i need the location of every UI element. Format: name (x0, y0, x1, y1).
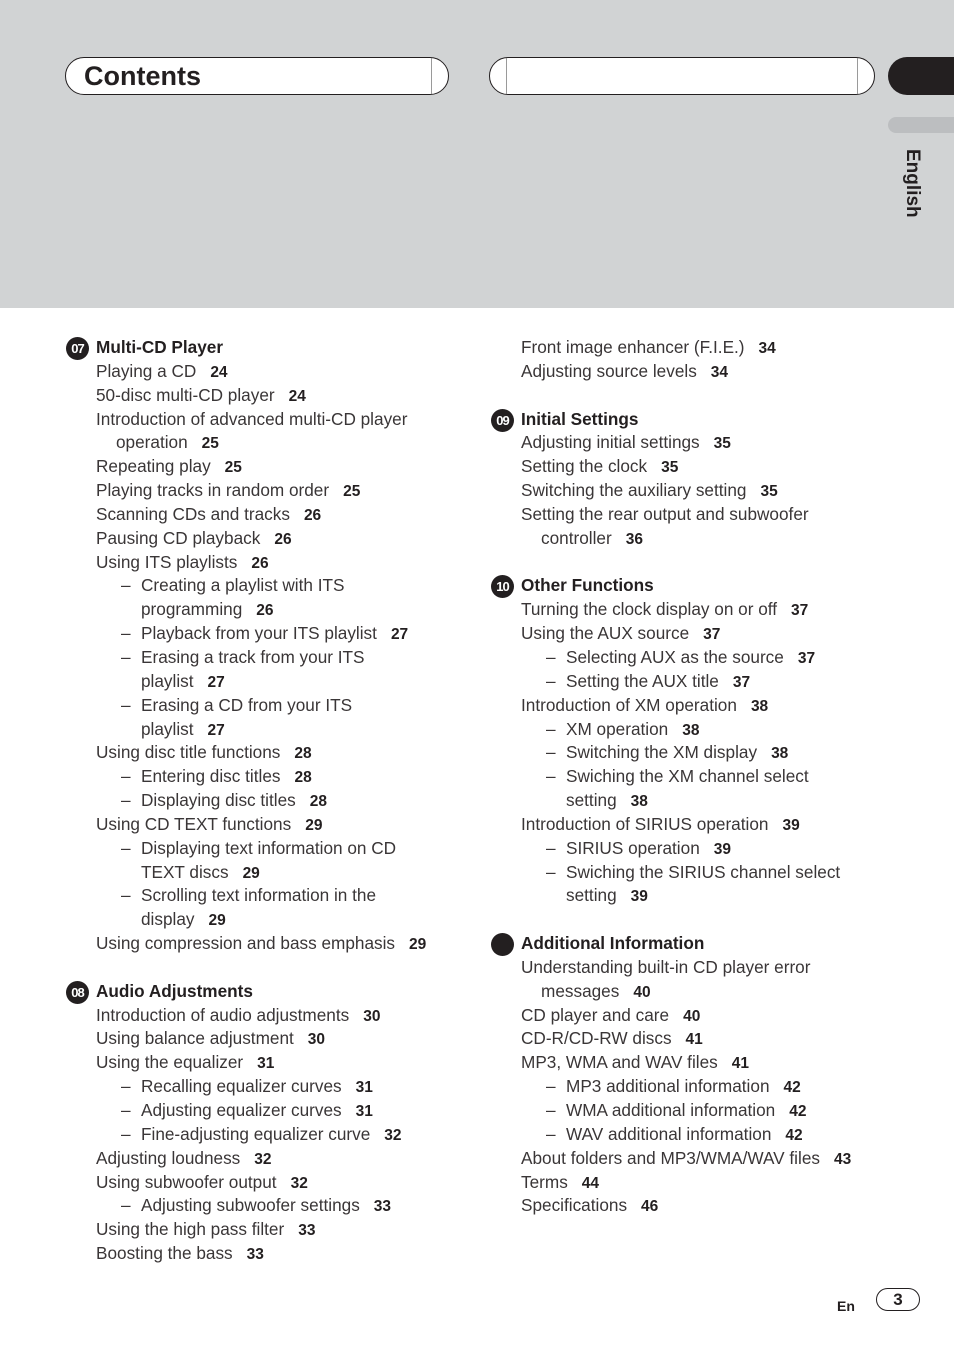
toc-entry[interactable] (491, 670, 891, 694)
page-ref: 29 (409, 936, 427, 954)
toc-column-left (66, 336, 466, 1266)
page-ref: 27 (207, 721, 225, 739)
page-ref: 39 (782, 816, 800, 834)
toc-entry[interactable] (66, 622, 466, 646)
toc-entry[interactable] (491, 956, 891, 980)
entry-title: Setting the AUX title (566, 670, 719, 691)
entry-title: Erasing a track from your ITS (141, 646, 365, 667)
entry-title: Playing a CD (96, 360, 197, 381)
toc-entry[interactable] (66, 598, 466, 622)
entry-title: Scanning CDs and tracks (96, 503, 290, 524)
section-title: Audio Adjustments (96, 980, 253, 1001)
toc-entry[interactable] (491, 622, 891, 646)
section-number-badge (491, 933, 514, 956)
page-ref: 34 (710, 363, 729, 381)
entry-title: Introduction of audio adjustments (96, 1004, 350, 1025)
entry-title: Fine-adjusting equalizer curve (141, 1123, 371, 1144)
toc-entry[interactable] (66, 1194, 466, 1218)
toc-entry[interactable] (66, 527, 466, 551)
page-ref: 29 (305, 816, 323, 834)
page-ref: 33 (246, 1246, 264, 1264)
toc-entry[interactable] (491, 694, 891, 718)
dash-icon: – (546, 837, 556, 858)
section-heading[interactable] (66, 980, 466, 1004)
section-heading[interactable] (491, 408, 891, 432)
toc-entry[interactable] (66, 574, 466, 598)
page-ref: 40 (683, 1007, 701, 1025)
entry-title: Adjusting loudness (96, 1147, 241, 1168)
entry-title: Erasing a CD from your ITS (141, 694, 353, 715)
section-number-badge: 09 (491, 409, 514, 432)
section-gap (491, 551, 891, 575)
page-ref: 37 (791, 602, 809, 620)
page-ref: 28 (294, 769, 312, 787)
toc-entry[interactable] (491, 1027, 891, 1051)
toc-entry[interactable] (66, 1123, 466, 1147)
page-ref: 46 (641, 1198, 659, 1216)
page-ref: 38 (630, 793, 648, 811)
toc-entry[interactable] (491, 813, 891, 837)
toc-entry[interactable] (66, 646, 466, 670)
toc-entry[interactable] (491, 527, 891, 551)
entry-title: About folders and MP3/WMA/WAV files (521, 1147, 820, 1168)
entry-title: Specifications (521, 1195, 628, 1216)
entry-title: display (141, 909, 195, 930)
page-ref: 38 (682, 721, 700, 739)
entry-title: WMA additional information (566, 1100, 776, 1120)
page-ref: 25 (343, 483, 361, 501)
dash-icon: – (121, 1076, 131, 1097)
entry-title: Terms (521, 1171, 568, 1192)
entry-title: Front image enhancer (F.I.E.) (521, 337, 745, 357)
entry-title: Using the equalizer (96, 1052, 244, 1073)
section-number-badge: 08 (66, 981, 89, 1004)
entry-title: Setting the rear output and subwoofer (521, 503, 809, 524)
dash-icon: – (546, 670, 556, 691)
dash-icon: – (546, 742, 556, 763)
page-ref: 42 (783, 1079, 801, 1097)
page-ref: 37 (797, 649, 816, 667)
dash-icon: – (121, 837, 131, 858)
page-ref: 39 (713, 840, 731, 858)
entry-title: Using balance adjustment (96, 1028, 294, 1049)
toc-entry[interactable] (66, 1099, 466, 1123)
entry-title: Selecting AUX as the source (566, 646, 784, 667)
toc-entry[interactable] (66, 503, 466, 527)
entry-title: Using the AUX source (521, 623, 690, 644)
page-ref: 35 (661, 459, 679, 477)
entry-title: playlist (141, 718, 194, 739)
dash-icon: – (121, 623, 131, 644)
page-ref: 25 (201, 435, 219, 453)
section-heading[interactable] (491, 932, 891, 956)
toc-entry[interactable] (66, 765, 466, 789)
page-ref: 43 (833, 1150, 852, 1168)
entry-title: Understanding built-in CD player error (521, 956, 811, 977)
page-ref: 30 (307, 1031, 326, 1049)
language-tab (888, 117, 954, 133)
page-ref: 26 (274, 530, 292, 548)
page-ref: 35 (713, 435, 731, 453)
entry-title: Using compression and bass emphasis (96, 933, 396, 954)
entry-title: Adjusting subwoofer settings (141, 1195, 360, 1216)
dash-icon: – (121, 646, 131, 667)
section-title: Multi-CD Player (96, 337, 224, 357)
page-ref: 27 (390, 626, 409, 644)
entry-title: Displaying text information on CD (141, 837, 397, 858)
entry-title: Using the high pass filter (96, 1219, 285, 1240)
toc-entry[interactable] (66, 813, 466, 837)
toc-entry[interactable] (66, 551, 466, 575)
header-band (0, 0, 954, 308)
toc-entry[interactable] (66, 1027, 466, 1051)
page-ref: 31 (355, 1079, 373, 1097)
dash-icon: – (546, 1076, 556, 1097)
toc-entry[interactable] (491, 1099, 891, 1123)
toc-entry[interactable] (491, 1051, 891, 1075)
toc-entry[interactable] (66, 908, 466, 932)
toc-entry[interactable] (491, 837, 891, 861)
section-gap (491, 908, 891, 932)
toc-entry[interactable] (491, 336, 891, 360)
entry-title: setting (566, 790, 617, 811)
page-ref: 25 (224, 459, 242, 477)
section-number-badge: 10 (491, 575, 514, 598)
toc-entry[interactable] (66, 1242, 466, 1266)
page-ref: 24 (288, 387, 306, 405)
dash-icon: – (121, 766, 131, 787)
entry-title: messages (541, 980, 620, 1001)
entry-title: Introduction of SIRIUS operation (521, 813, 769, 834)
entry-title: controller (541, 527, 612, 548)
entry-title: Turning the clock display on or off (521, 599, 778, 620)
entry-title: WAV additional information (566, 1123, 772, 1144)
toc-entry[interactable] (66, 789, 466, 813)
page-ref: 40 (633, 983, 651, 1001)
toc-entry[interactable] (491, 503, 891, 527)
toc-entry[interactable] (491, 598, 891, 622)
entry-title: Displaying disc titles (141, 790, 296, 811)
page-ref: 28 (294, 745, 312, 763)
section-title: Other Functions (521, 575, 654, 596)
section-heading[interactable] (491, 574, 891, 598)
toc-entry[interactable] (66, 741, 466, 765)
dash-icon: – (121, 885, 131, 906)
dash-icon: – (546, 861, 556, 882)
toc-entry[interactable] (491, 360, 891, 384)
dash-icon: – (546, 646, 556, 667)
toc-entry[interactable] (491, 884, 891, 908)
page-ref: 29 (208, 912, 226, 930)
section-title: Additional Information (521, 933, 705, 954)
toc-entry[interactable] (491, 861, 891, 885)
entry-title: Switching the auxiliary setting (521, 480, 747, 501)
toc-entry[interactable] (66, 837, 466, 861)
dash-icon: – (121, 694, 131, 715)
entry-title: Using disc title functions (96, 742, 281, 763)
blank-frame (489, 57, 875, 95)
entry-title: Repeating play (96, 456, 211, 477)
page-ref: 29 (242, 864, 260, 882)
page-ref: 26 (303, 506, 322, 524)
page-ref: 35 (760, 483, 778, 501)
dash-icon: – (121, 575, 131, 596)
toc-entry[interactable] (66, 932, 466, 956)
page-ref: 39 (630, 888, 648, 906)
entry-title: Adjusting equalizer curves (141, 1100, 342, 1120)
page-ref: 24 (210, 363, 228, 381)
entry-title: Using CD TEXT functions (96, 813, 292, 834)
section-tab (888, 57, 954, 95)
entry-title: XM operation (566, 718, 669, 739)
entry-title: operation (116, 432, 188, 453)
entry-title: TEXT discs (141, 861, 229, 882)
toc-entry[interactable] (66, 1171, 466, 1195)
page-number: 3 (876, 1288, 920, 1311)
section-number-badge: 07 (66, 337, 89, 360)
page-title: Contents (84, 61, 201, 91)
toc-entry[interactable] (66, 718, 466, 742)
entry-title: Adjusting initial settings (521, 432, 700, 453)
entry-title: 50-disc multi-CD player (96, 384, 275, 405)
entry-title: Switching the XM display (566, 742, 758, 763)
page-ref: 37 (703, 626, 721, 644)
entry-title: Swiching the XM channel select (566, 766, 809, 787)
toc-entry[interactable] (491, 1075, 891, 1099)
toc-entry[interactable] (66, 479, 466, 503)
toc-entry[interactable] (66, 884, 466, 908)
page-ref: 44 (581, 1174, 600, 1192)
page-ref: 31 (355, 1103, 373, 1120)
entry-title: playlist (141, 670, 194, 691)
toc-entry[interactable] (491, 718, 891, 742)
dash-icon: – (121, 1195, 131, 1216)
page-ref: 33 (373, 1198, 392, 1216)
toc-entry[interactable] (491, 1147, 891, 1171)
dash-icon: – (546, 1123, 556, 1144)
toc-entry[interactable] (491, 479, 891, 503)
toc-entry[interactable] (66, 360, 466, 384)
page-ref: 41 (731, 1055, 749, 1073)
section-gap (491, 384, 891, 408)
entry-title: Recalling equalizer curves (141, 1076, 342, 1097)
toc-entry[interactable] (491, 1123, 891, 1147)
section-gap (66, 956, 466, 980)
toc-entry[interactable] (491, 741, 891, 765)
toc-entry[interactable] (491, 789, 891, 813)
footer-language: En (837, 1298, 855, 1314)
entry-title: SIRIUS operation (566, 837, 700, 858)
toc-entry[interactable] (66, 1075, 466, 1099)
toc-entry[interactable] (491, 455, 891, 479)
page-ref: 30 (363, 1007, 381, 1025)
entry-title: Introduction of advanced multi-CD player (96, 408, 408, 429)
page-ref: 28 (309, 793, 327, 811)
entry-title: MP3 additional information (566, 1076, 770, 1097)
entry-title: Adjusting source levels (521, 360, 697, 381)
toc-entry[interactable] (66, 694, 466, 718)
toc-entry[interactable] (491, 1194, 891, 1218)
dash-icon: – (121, 790, 131, 811)
page-ref: 33 (298, 1222, 316, 1240)
page-ref: 32 (384, 1126, 402, 1144)
page-ref: 32 (290, 1174, 308, 1192)
page-ref: 32 (254, 1150, 272, 1168)
section-title: Initial Settings (521, 408, 639, 429)
toc-entry[interactable] (491, 1004, 891, 1028)
entry-title: programming (141, 599, 243, 620)
entry-title: Playback from your ITS playlist (141, 623, 377, 644)
toc-entry[interactable] (66, 670, 466, 694)
entry-title: Pausing CD playback (96, 527, 261, 548)
entry-title: CD player and care (521, 1004, 670, 1025)
toc-entry[interactable] (66, 384, 466, 408)
toc-entry[interactable] (491, 980, 891, 1004)
page-ref: 36 (625, 530, 643, 548)
section-heading[interactable] (66, 336, 466, 360)
toc-entry[interactable] (66, 1218, 466, 1242)
toc-entry[interactable] (491, 431, 891, 455)
toc-entry[interactable] (66, 1147, 466, 1171)
entry-title: MP3, WMA and WAV files (521, 1052, 718, 1073)
page-ref: 42 (789, 1103, 807, 1120)
page-ref: 38 (750, 697, 769, 715)
entry-title: Scrolling text information in the (141, 885, 377, 906)
entry-title: Using ITS playlists (96, 551, 238, 572)
toc-entry[interactable] (66, 861, 466, 885)
dash-icon: – (546, 718, 556, 739)
page-ref: 42 (785, 1126, 803, 1144)
entry-title: setting (566, 885, 617, 906)
entry-title: CD-R/CD-RW discs (521, 1028, 672, 1049)
dash-icon: – (546, 766, 556, 787)
toc-column-right (491, 336, 891, 1218)
toc-entry[interactable] (66, 431, 466, 455)
page-ref: 27 (207, 673, 225, 691)
dash-icon: – (546, 1100, 556, 1120)
entry-title: Boosting the bass (96, 1243, 233, 1264)
entry-title: Entering disc titles (141, 766, 281, 787)
entry-title: Playing tracks in random order (96, 480, 330, 501)
entry-title: Using subwoofer output (96, 1171, 277, 1192)
toc-entry[interactable] (66, 455, 466, 479)
page-ref: 26 (251, 554, 269, 572)
language-label: English (902, 149, 923, 218)
page-ref: 34 (758, 340, 776, 357)
toc-entry[interactable] (66, 1004, 466, 1028)
toc-entry[interactable] (66, 408, 466, 432)
toc-entry[interactable] (66, 1051, 466, 1075)
entry-title: Introduction of XM operation (521, 694, 737, 715)
entry-title: Creating a playlist with ITS (141, 575, 345, 596)
page-ref: 31 (257, 1055, 275, 1073)
page-ref: 26 (256, 602, 274, 620)
entry-title: Setting the clock (521, 456, 648, 477)
entry-title: Swiching the SIRIUS channel select (566, 861, 841, 882)
page-ref: 41 (685, 1031, 703, 1049)
toc-entry[interactable] (491, 1171, 891, 1195)
dash-icon: – (121, 1123, 131, 1144)
page-ref: 38 (771, 745, 789, 763)
page-ref: 37 (732, 673, 751, 691)
toc-entry[interactable] (491, 646, 891, 670)
dash-icon: – (121, 1100, 131, 1120)
toc-entry[interactable] (491, 765, 891, 789)
